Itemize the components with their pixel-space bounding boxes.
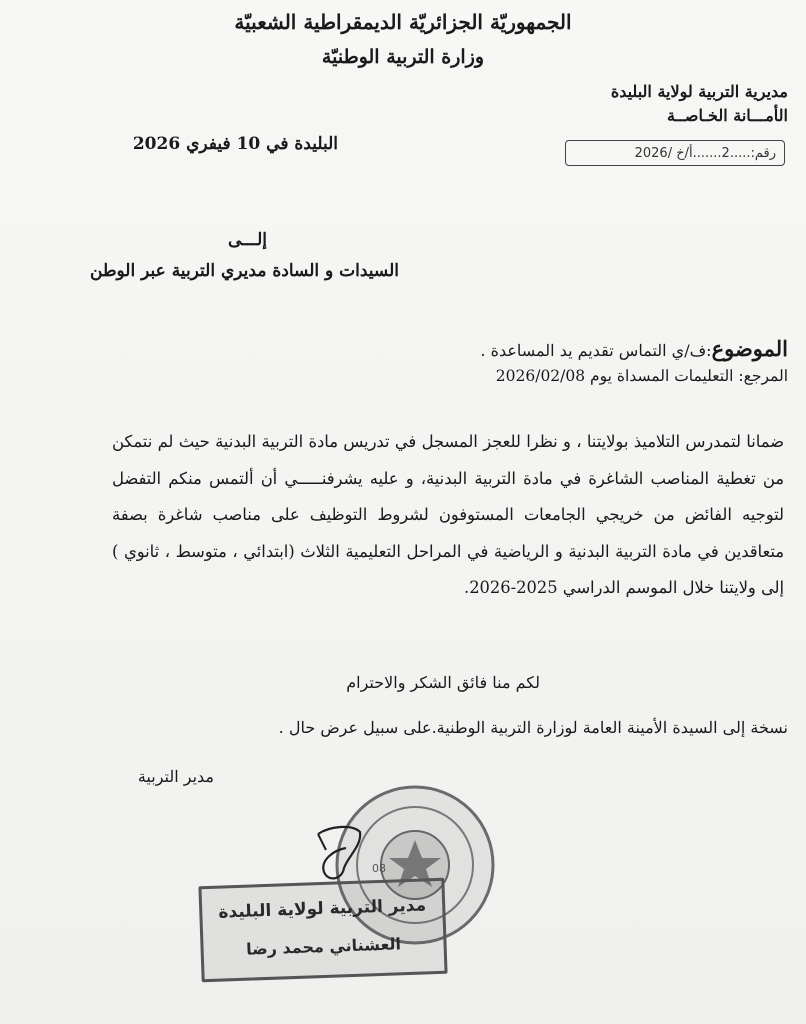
copy-note: نسخة إلى السيدة الأمينة العامة لوزارة التربية الوطنية.على سبيل عرض حال . <box>278 718 788 737</box>
stamp-title: مدير التربية لولاية البليدة <box>218 895 427 923</box>
letter-body: ضمانا لتمدرس التلاميذ بولايتنا ، و نظرا للعجز المسجل في تدريس مادة التربية البدنية حيث لم نتمكن من تغطية المناصب الشاغرة في مادة التربية البدنية، و عليه يشرفنـــــي أن ألتمس منكم التفضل لتوجيه الفائض من خريجي الجامعات المستوفون لشروط التوظيف على مناصب شاغرة بصفة متعاقدين في مادة التربية البدنية و الرياضية في المراحل التعليمية الثلاث (ابتدائي ، متوسط ، ثانوي ) إلى ولايتنا خلال الموسم الدراسي 2025-2026. <box>112 432 784 597</box>
closing-line: لكم منا فائق الشكر والاحترام <box>346 673 540 692</box>
republic-header: الجمهوريّة الجزائريّة الديمقراطية الشعبيّة <box>234 10 572 34</box>
addressee: السيدات و السادة مديري التربية عبر الوطن <box>90 261 399 281</box>
subject-label: الموضوع <box>711 336 788 361</box>
date-line: البليدة في 10 فيفري 2026 <box>132 134 338 154</box>
secretariat-name: الأمـــانة الخـاصــة <box>666 106 788 125</box>
name-stamp <box>198 878 447 983</box>
ministry-header: وزارة التربية الوطنيّة <box>321 46 485 68</box>
reference-line: المرجع: التعليمات المسداة يوم 2026/02/08 <box>495 367 788 385</box>
directorate-name: مديرية التربية لولاية البليدة <box>610 82 788 101</box>
seal-number: 08 <box>372 862 386 875</box>
subject-text: :ف/ي التماس تقديم يد المساعدة . <box>480 341 712 360</box>
to-label: إلـــى <box>228 230 268 250</box>
signatory-title: مدير التربية <box>137 767 214 786</box>
subject-line <box>480 336 788 361</box>
stamp-name: العشناني محمد رضا <box>245 934 402 959</box>
reference-number-box: رقم:.....2.......أ/خ /2026 <box>565 140 785 166</box>
